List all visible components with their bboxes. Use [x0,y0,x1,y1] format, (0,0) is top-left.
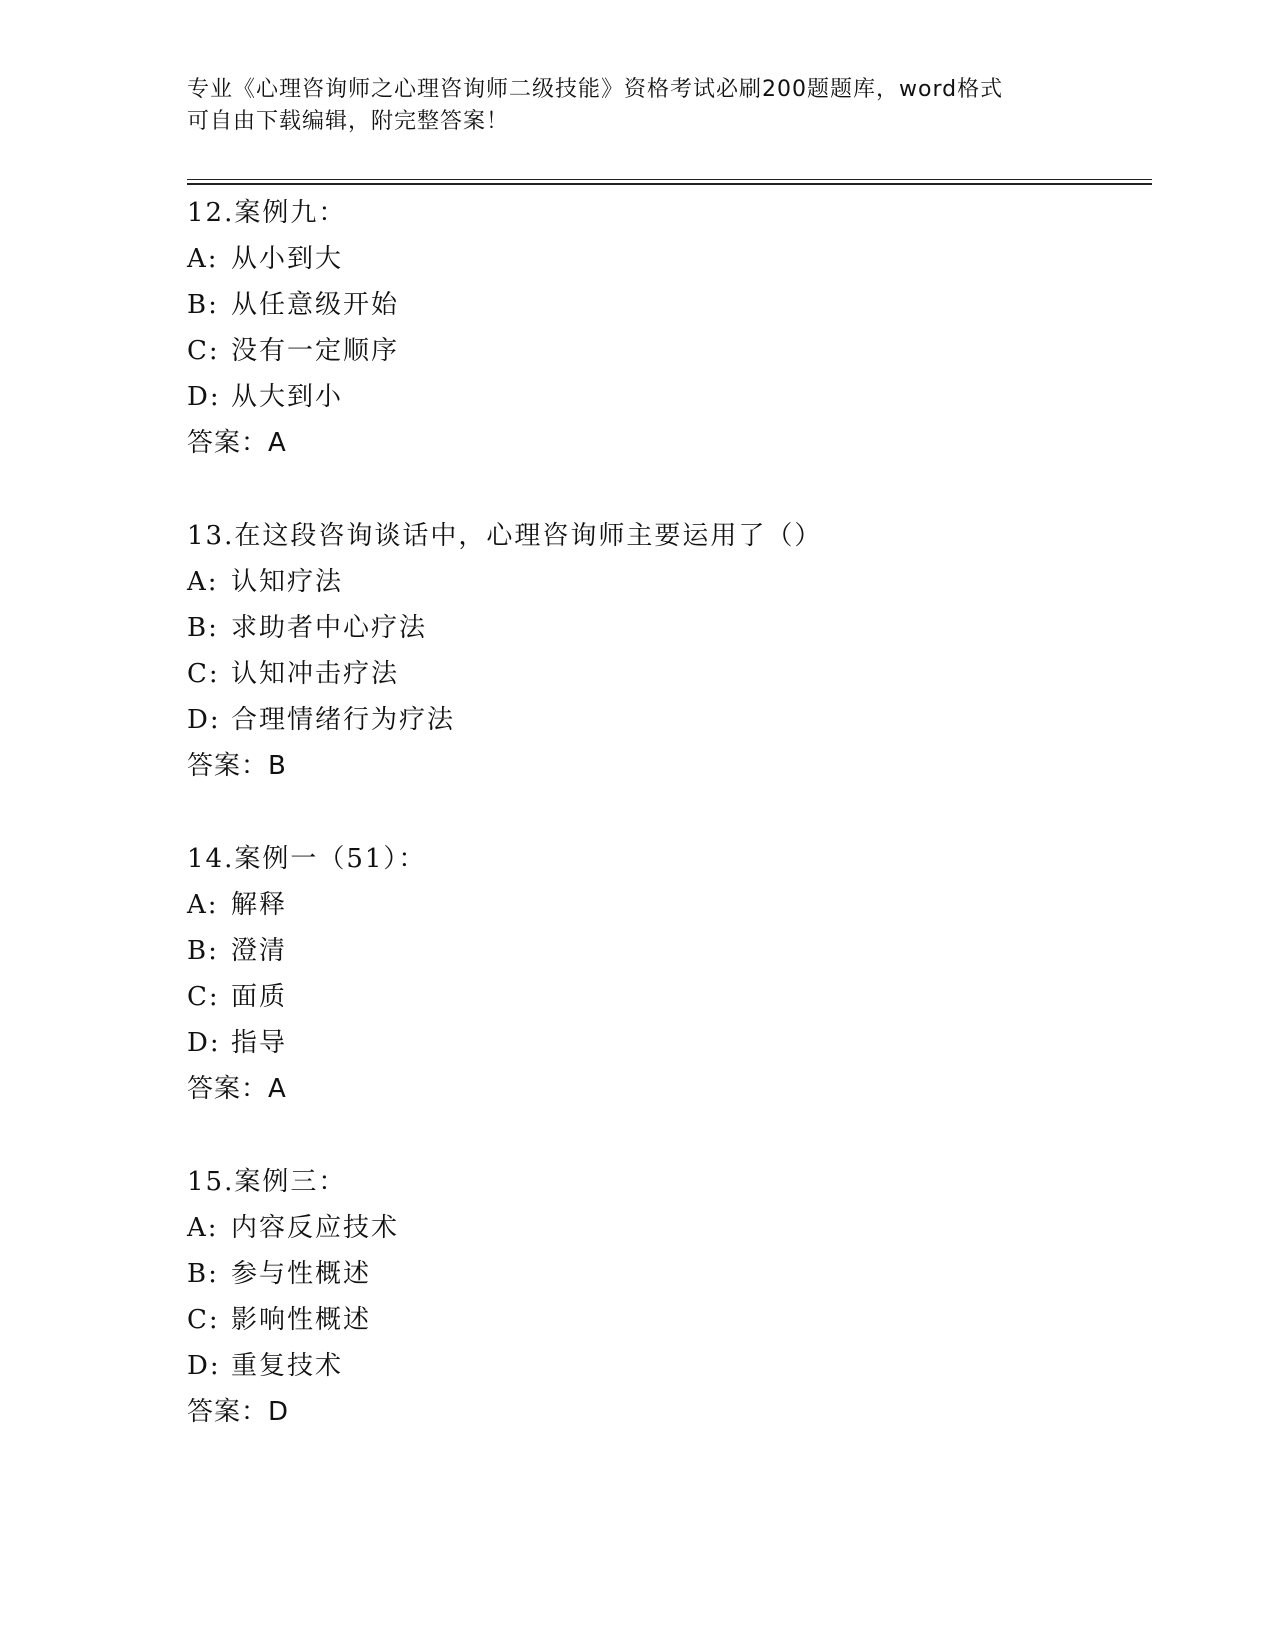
option-text: 解释 [231,890,288,920]
option-text: 内容反应技术 [231,1213,400,1243]
answer-line: 答案：A [187,1074,287,1104]
option-key: D: [187,1351,221,1381]
option-text: 澄清 [231,936,288,966]
option-d [187,697,1147,743]
option-b [187,928,1147,974]
question-list [187,190,1147,1482]
option-key: C: [187,1305,220,1335]
answer-line: 答案：B [187,751,287,781]
option-c [187,651,1147,697]
option-key: A: [187,567,219,597]
option-text: 面质 [231,982,288,1012]
option-text: 认知冲击疗法 [231,659,400,689]
option-key: A: [187,244,219,274]
header-line-2: 可自由下载编辑，附完整答案！ [187,109,510,134]
header-divider-thick [187,183,1152,185]
option-b [187,605,1147,651]
option-key: C: [187,982,220,1012]
option-key: A: [187,1213,219,1243]
option-text: 求助者中心疗法 [231,613,428,643]
option-c [187,974,1147,1020]
option-key: D: [187,382,221,412]
option-text: 合理情绪行为疗法 [231,705,456,735]
option-a [187,882,1147,928]
option-text: 参与性概述 [231,1259,372,1289]
question-title: 14.案例一（51）： [187,844,427,874]
option-d [187,1020,1147,1066]
option-d [187,1343,1147,1389]
question-item [187,836,1147,1112]
option-key: C: [187,336,220,366]
option-key: B: [187,613,219,643]
question-item [187,190,1147,466]
option-b [187,282,1147,328]
header-divider-thin [187,179,1152,180]
answer-line: 答案：D [187,1397,290,1427]
option-key: A: [187,890,219,920]
answer-line: 答案：A [187,428,287,458]
option-key: B: [187,936,219,966]
header-line-1: 专业《心理咨询师之心理咨询师二级技能》资格考试必刷200题题库，word格式 [187,77,1004,102]
option-key: D: [187,1028,221,1058]
option-text: 重复技术 [231,1351,344,1381]
option-text: 从任意级开始 [231,290,400,320]
option-text: 认知疗法 [231,567,344,597]
question-title: 15.案例三： [187,1167,347,1197]
option-key: B: [187,1259,219,1289]
option-d [187,374,1147,420]
question-title: 13.在这段咨询谈话中，心理咨询师主要运用了（） [187,521,823,551]
question-item [187,513,1147,789]
option-key: B: [187,290,219,320]
document-header [187,74,1087,138]
option-b [187,1251,1147,1297]
question-item [187,1159,1147,1435]
option-text: 从小到大 [231,244,344,274]
option-c [187,1297,1147,1343]
option-c [187,328,1147,374]
option-key: D: [187,705,221,735]
question-title: 12.案例九： [187,198,347,228]
option-text: 指导 [231,1028,288,1058]
option-a [187,1205,1147,1251]
option-text: 没有一定顺序 [231,336,400,366]
option-key: C: [187,659,220,689]
option-a [187,559,1147,605]
option-text: 影响性概述 [231,1305,372,1335]
option-text: 从大到小 [231,382,344,412]
option-a [187,236,1147,282]
